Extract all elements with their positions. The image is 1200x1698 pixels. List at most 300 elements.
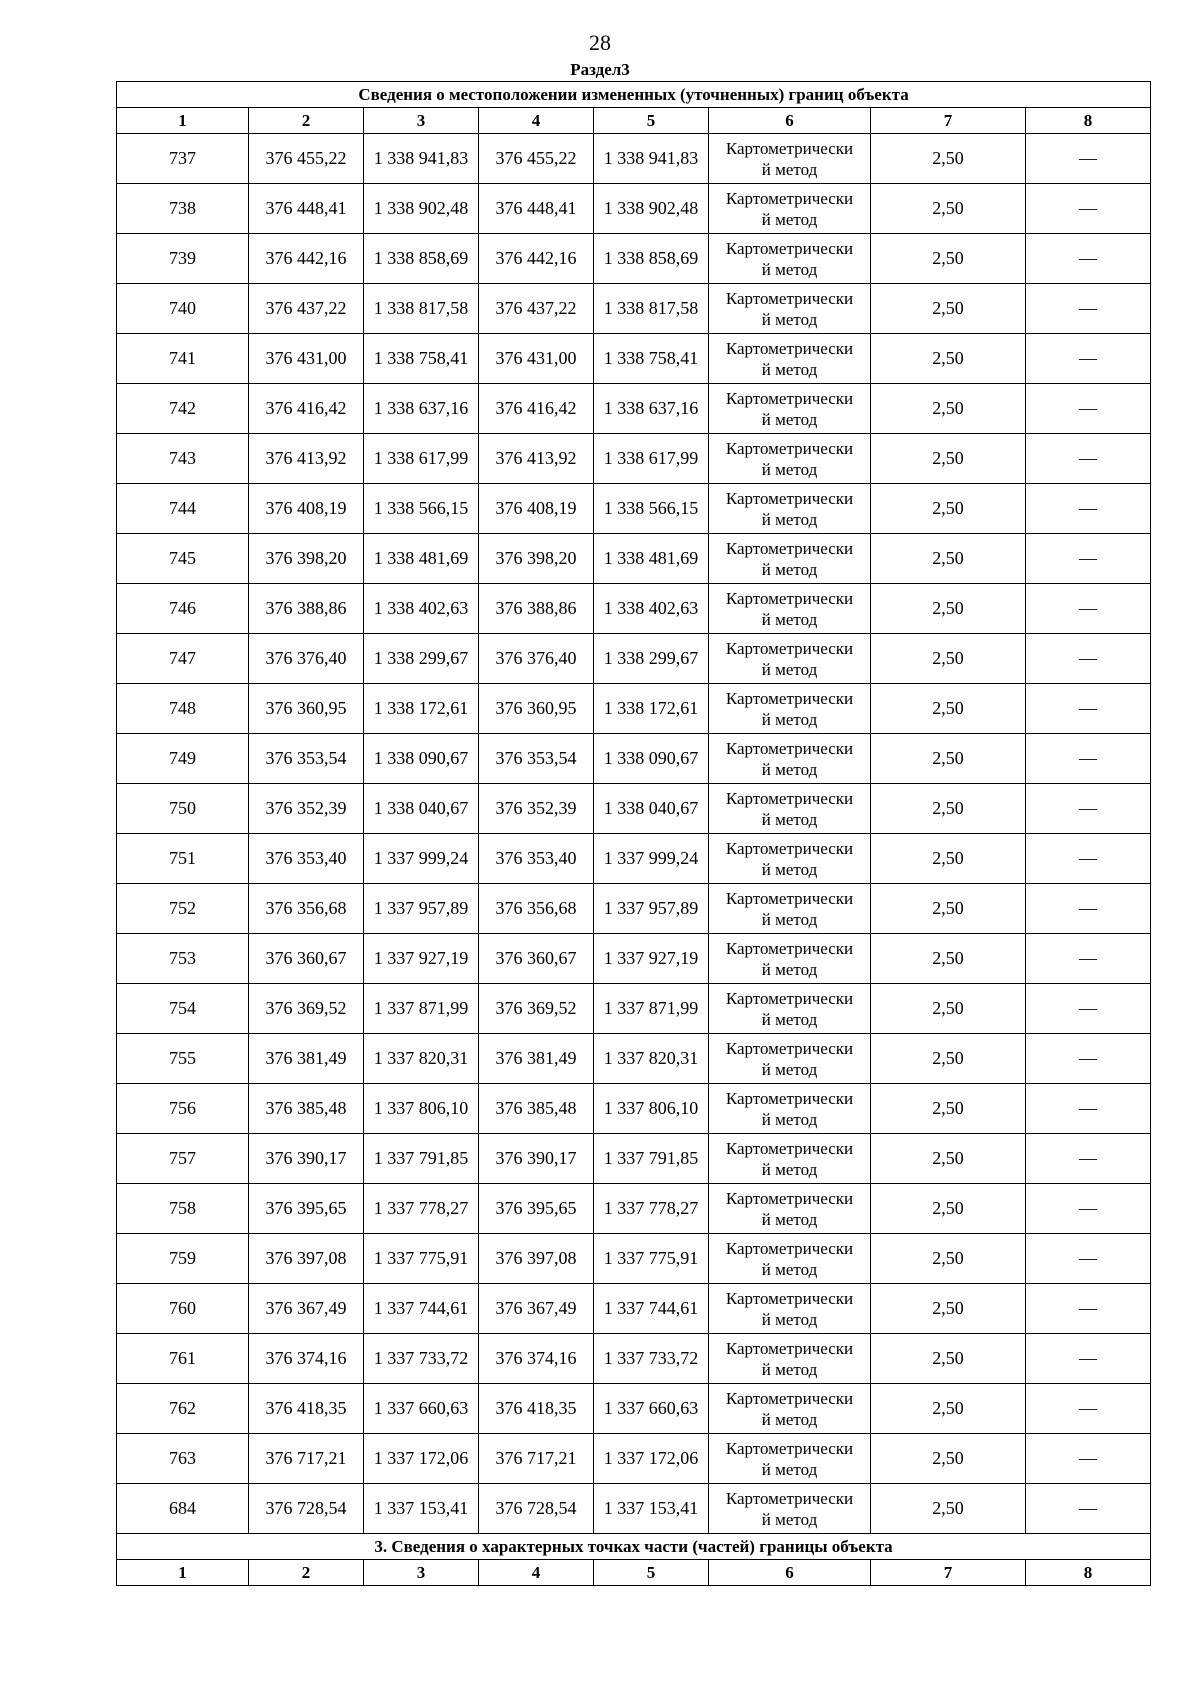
point-number-cell: 756 [117, 1084, 249, 1134]
point-number-cell: 760 [117, 1284, 249, 1334]
accuracy-cell: 2,50 [871, 734, 1026, 784]
point-number-cell: 753 [117, 934, 249, 984]
accuracy-cell: 2,50 [871, 1184, 1026, 1234]
x-coordinate-cell: 376 413,92 [249, 434, 364, 484]
column-number-cell: 5 [594, 108, 709, 134]
y-coordinate-refined-cell: 1 337 775,91 [594, 1234, 709, 1284]
table-row [117, 284, 1151, 334]
accuracy-cell: 2,50 [871, 484, 1026, 534]
y-coordinate-refined-cell: 1 338 617,99 [594, 434, 709, 484]
accuracy-cell: 2,50 [871, 1034, 1026, 1084]
y-coordinate-refined-cell: 1 337 660,63 [594, 1384, 709, 1434]
accuracy-cell: 2,50 [871, 1384, 1026, 1434]
table-row [117, 134, 1151, 184]
note-cell: — [1026, 1034, 1151, 1084]
method-cell [709, 334, 871, 384]
x-coordinate-cell: 376 385,48 [249, 1084, 364, 1134]
y-coordinate-cell: 1 338 090,67 [364, 734, 479, 784]
x-coordinate-cell: 376 374,16 [249, 1334, 364, 1384]
y-coordinate-cell: 1 338 637,16 [364, 384, 479, 434]
accuracy-cell: 2,50 [871, 584, 1026, 634]
accuracy-cell: 2,50 [871, 234, 1026, 284]
method-line-1: Картометрически [725, 888, 854, 908]
x-coordinate-refined-cell: 376 390,17 [479, 1134, 594, 1184]
accuracy-cell: 2,50 [871, 884, 1026, 934]
y-coordinate-cell: 1 338 402,63 [364, 584, 479, 634]
x-coordinate-cell: 376 397,08 [249, 1234, 364, 1284]
method-line-1: Картометрически [725, 638, 854, 658]
method-line-2: й метод [761, 559, 818, 579]
y-coordinate-cell: 1 337 791,85 [364, 1134, 479, 1184]
note-cell: — [1026, 834, 1151, 884]
y-coordinate-cell: 1 337 820,31 [364, 1034, 479, 1084]
x-coordinate-refined-cell: 376 352,39 [479, 784, 594, 834]
point-number-cell: 744 [117, 484, 249, 534]
y-coordinate-refined-cell: 1 337 806,10 [594, 1084, 709, 1134]
x-coordinate-cell: 376 353,40 [249, 834, 364, 884]
y-coordinate-refined-cell: 1 337 957,89 [594, 884, 709, 934]
x-coordinate-cell: 376 360,95 [249, 684, 364, 734]
method-cell [709, 1334, 871, 1384]
method-cell [709, 634, 871, 684]
method-line-2: й метод [761, 959, 818, 979]
method-line-2: й метод [761, 359, 818, 379]
x-coordinate-refined-cell: 376 442,16 [479, 234, 594, 284]
x-coordinate-cell: 376 381,49 [249, 1034, 364, 1084]
y-coordinate-refined-cell: 1 337 999,24 [594, 834, 709, 884]
y-coordinate-refined-cell: 1 338 172,61 [594, 684, 709, 734]
y-coordinate-cell: 1 337 733,72 [364, 1334, 479, 1384]
table-row [117, 684, 1151, 734]
table-row [117, 1234, 1151, 1284]
accuracy-cell: 2,50 [871, 984, 1026, 1034]
point-number-cell: 755 [117, 1034, 249, 1084]
point-number-cell: 762 [117, 1384, 249, 1434]
x-coordinate-cell: 376 395,65 [249, 1184, 364, 1234]
x-coordinate-refined-cell: 376 437,22 [479, 284, 594, 334]
method-line-1: Картометрически [725, 938, 854, 958]
method-line-1: Картометрически [725, 338, 854, 358]
y-coordinate-refined-cell: 1 337 733,72 [594, 1334, 709, 1384]
method-line-2: й метод [761, 1359, 818, 1379]
y-coordinate-cell: 1 337 927,19 [364, 934, 479, 984]
table-row [117, 1284, 1151, 1334]
table-row [117, 1134, 1151, 1184]
method-line-2: й метод [761, 659, 818, 679]
method-cell [709, 984, 871, 1034]
x-coordinate-cell: 376 448,41 [249, 184, 364, 234]
x-coordinate-refined-cell: 376 717,21 [479, 1434, 594, 1484]
column-number-cell: 6 [709, 1560, 871, 1586]
x-coordinate-cell: 376 376,40 [249, 634, 364, 684]
method-line-1: Картометрически [725, 788, 854, 808]
x-coordinate-refined-cell: 376 418,35 [479, 1384, 594, 1434]
method-line-1: Картометрически [725, 1488, 854, 1508]
note-cell: — [1026, 534, 1151, 584]
y-coordinate-refined-cell: 1 337 153,41 [594, 1484, 709, 1534]
note-cell: — [1026, 784, 1151, 834]
y-coordinate-cell: 1 338 858,69 [364, 234, 479, 284]
x-coordinate-refined-cell: 376 398,20 [479, 534, 594, 584]
y-coordinate-refined-cell: 1 338 817,58 [594, 284, 709, 334]
table-row [117, 484, 1151, 534]
method-cell [709, 534, 871, 584]
method-line-2: й метод [761, 309, 818, 329]
method-line-2: й метод [761, 1459, 818, 1479]
method-cell [709, 1084, 871, 1134]
method-cell [709, 884, 871, 934]
x-coordinate-refined-cell: 376 448,41 [479, 184, 594, 234]
method-cell [709, 784, 871, 834]
method-line-1: Картометрически [725, 1038, 854, 1058]
note-cell: — [1026, 584, 1151, 634]
method-line-2: й метод [761, 459, 818, 479]
table-row [117, 734, 1151, 784]
x-coordinate-refined-cell: 376 353,54 [479, 734, 594, 784]
accuracy-cell: 2,50 [871, 1434, 1026, 1484]
y-coordinate-cell: 1 338 481,69 [364, 534, 479, 584]
method-line-1: Картометрически [725, 1438, 854, 1458]
method-line-2: й метод [761, 509, 818, 529]
y-coordinate-refined-cell: 1 338 637,16 [594, 384, 709, 434]
method-line-1: Картометрически [725, 488, 854, 508]
note-cell: — [1026, 484, 1151, 534]
y-coordinate-cell: 1 337 744,61 [364, 1284, 479, 1334]
x-coordinate-refined-cell: 376 385,48 [479, 1084, 594, 1134]
method-line-2: й метод [761, 1509, 818, 1529]
column-number-cell: 7 [871, 1560, 1026, 1586]
method-cell [709, 1384, 871, 1434]
column-number-cell: 1 [117, 108, 249, 134]
y-coordinate-cell: 1 338 758,41 [364, 334, 479, 384]
note-cell: — [1026, 1484, 1151, 1534]
accuracy-cell: 2,50 [871, 1134, 1026, 1184]
table-row [117, 1384, 1151, 1434]
accuracy-cell: 2,50 [871, 1234, 1026, 1284]
y-coordinate-refined-cell: 1 338 299,67 [594, 634, 709, 684]
y-coordinate-cell: 1 338 040,67 [364, 784, 479, 834]
y-coordinate-refined-cell: 1 337 820,31 [594, 1034, 709, 1084]
table-row [117, 934, 1151, 984]
method-cell [709, 134, 871, 184]
x-coordinate-refined-cell: 376 431,00 [479, 334, 594, 384]
y-coordinate-cell: 1 337 806,10 [364, 1084, 479, 1134]
table-row [117, 984, 1151, 1034]
boundary-table [116, 81, 1151, 1586]
method-cell [709, 484, 871, 534]
table-row [117, 184, 1151, 234]
method-cell [709, 384, 871, 434]
method-line-1: Картометрически [725, 588, 854, 608]
method-line-1: Картометрически [725, 438, 854, 458]
method-cell [709, 184, 871, 234]
method-cell [709, 1284, 871, 1334]
method-line-2: й метод [761, 209, 818, 229]
x-coordinate-cell: 376 431,00 [249, 334, 364, 384]
method-line-2: й метод [761, 809, 818, 829]
y-coordinate-cell: 1 338 566,15 [364, 484, 479, 534]
accuracy-cell: 2,50 [871, 934, 1026, 984]
y-coordinate-cell: 1 338 617,99 [364, 434, 479, 484]
method-line-1: Картометрически [725, 738, 854, 758]
method-cell [709, 434, 871, 484]
table-row [117, 534, 1151, 584]
y-coordinate-refined-cell: 1 338 758,41 [594, 334, 709, 384]
x-coordinate-cell: 376 437,22 [249, 284, 364, 334]
x-coordinate-refined-cell: 376 416,42 [479, 384, 594, 434]
method-cell [709, 284, 871, 334]
x-coordinate-refined-cell: 376 376,40 [479, 634, 594, 684]
x-coordinate-cell: 376 717,21 [249, 1434, 364, 1484]
accuracy-cell: 2,50 [871, 184, 1026, 234]
note-cell: — [1026, 434, 1151, 484]
method-line-2: й метод [761, 409, 818, 429]
point-number-cell: 757 [117, 1134, 249, 1184]
accuracy-cell: 2,50 [871, 1284, 1026, 1334]
note-cell: — [1026, 1284, 1151, 1334]
x-coordinate-refined-cell: 376 397,08 [479, 1234, 594, 1284]
x-coordinate-refined-cell: 376 367,49 [479, 1284, 594, 1334]
y-coordinate-cell: 1 337 775,91 [364, 1234, 479, 1284]
x-coordinate-cell: 376 728,54 [249, 1484, 364, 1534]
table-row [117, 1334, 1151, 1384]
method-line-2: й метод [761, 1009, 818, 1029]
accuracy-cell: 2,50 [871, 434, 1026, 484]
note-cell: — [1026, 1084, 1151, 1134]
x-coordinate-cell: 376 352,39 [249, 784, 364, 834]
accuracy-cell: 2,50 [871, 834, 1026, 884]
method-cell [709, 734, 871, 784]
point-number-cell: 748 [117, 684, 249, 734]
y-coordinate-cell: 1 338 299,67 [364, 634, 479, 684]
method-line-2: й метод [761, 1259, 818, 1279]
y-coordinate-cell: 1 337 778,27 [364, 1184, 479, 1234]
accuracy-cell: 2,50 [871, 634, 1026, 684]
method-line-2: й метод [761, 709, 818, 729]
note-cell: — [1026, 284, 1151, 334]
table-row [117, 834, 1151, 884]
table-caption-row [117, 82, 1151, 108]
x-coordinate-cell: 376 388,86 [249, 584, 364, 634]
column-number-cell: 6 [709, 108, 871, 134]
x-coordinate-cell: 376 398,20 [249, 534, 364, 584]
column-number-cell: 4 [479, 108, 594, 134]
note-cell: — [1026, 984, 1151, 1034]
accuracy-cell: 2,50 [871, 1484, 1026, 1534]
table-row [117, 334, 1151, 384]
method-line-1: Картометрически [725, 1138, 854, 1158]
method-cell [709, 684, 871, 734]
point-number-cell: 737 [117, 134, 249, 184]
table-row [117, 584, 1151, 634]
x-coordinate-refined-cell: 376 360,95 [479, 684, 594, 734]
note-cell: — [1026, 184, 1151, 234]
method-line-2: й метод [761, 1309, 818, 1329]
point-number-cell: 751 [117, 834, 249, 884]
method-line-2: й метод [761, 159, 818, 179]
accuracy-cell: 2,50 [871, 134, 1026, 184]
point-number-cell: 752 [117, 884, 249, 934]
method-cell [709, 1434, 871, 1484]
method-line-2: й метод [761, 1159, 818, 1179]
note-cell: — [1026, 634, 1151, 684]
method-line-2: й метод [761, 259, 818, 279]
x-coordinate-cell: 376 356,68 [249, 884, 364, 934]
y-coordinate-refined-cell: 1 338 858,69 [594, 234, 709, 284]
note-cell: — [1026, 1184, 1151, 1234]
note-cell: — [1026, 1384, 1151, 1434]
column-number-cell: 7 [871, 108, 1026, 134]
note-cell: — [1026, 1134, 1151, 1184]
column-number-cell: 8 [1026, 1560, 1151, 1586]
y-coordinate-cell: 1 337 999,24 [364, 834, 479, 884]
column-number-cell: 3 [364, 108, 479, 134]
point-number-cell: 684 [117, 1484, 249, 1534]
accuracy-cell: 2,50 [871, 384, 1026, 434]
table-row [117, 784, 1151, 834]
y-coordinate-refined-cell: 1 337 778,27 [594, 1184, 709, 1234]
table-row [117, 1484, 1151, 1534]
point-number-cell: 749 [117, 734, 249, 784]
subsection-caption-row [117, 1534, 1151, 1560]
method-line-1: Картометрически [725, 688, 854, 708]
table-row [117, 1084, 1151, 1134]
x-coordinate-cell: 376 360,67 [249, 934, 364, 984]
method-line-1: Картометрически [725, 1288, 854, 1308]
x-coordinate-cell: 376 367,49 [249, 1284, 364, 1334]
method-line-2: й метод [761, 1209, 818, 1229]
y-coordinate-refined-cell: 1 337 744,61 [594, 1284, 709, 1334]
point-number-cell: 747 [117, 634, 249, 684]
note-cell: — [1026, 1334, 1151, 1384]
method-cell [709, 834, 871, 884]
note-cell: — [1026, 334, 1151, 384]
table-row [117, 234, 1151, 284]
point-number-cell: 738 [117, 184, 249, 234]
x-coordinate-refined-cell: 376 381,49 [479, 1034, 594, 1084]
note-cell: — [1026, 1434, 1151, 1484]
y-coordinate-refined-cell: 1 337 871,99 [594, 984, 709, 1034]
y-coordinate-cell: 1 337 153,41 [364, 1484, 479, 1534]
method-line-1: Картометрически [725, 1188, 854, 1208]
method-line-1: Картометрически [725, 988, 854, 1008]
method-line-1: Картометрически [725, 838, 854, 858]
point-number-cell: 754 [117, 984, 249, 1034]
method-cell [709, 1034, 871, 1084]
accuracy-cell: 2,50 [871, 1334, 1026, 1384]
point-number-cell: 745 [117, 534, 249, 584]
note-cell: — [1026, 1234, 1151, 1284]
table-row [117, 1034, 1151, 1084]
table-row [117, 884, 1151, 934]
point-number-cell: 761 [117, 1334, 249, 1384]
y-coordinate-cell: 1 338 817,58 [364, 284, 479, 334]
note-cell: — [1026, 934, 1151, 984]
method-line-1: Картометрически [725, 1088, 854, 1108]
method-cell [709, 934, 871, 984]
y-coordinate-cell: 1 338 172,61 [364, 684, 479, 734]
y-coordinate-refined-cell: 1 338 402,63 [594, 584, 709, 634]
point-number-cell: 750 [117, 784, 249, 834]
note-cell: — [1026, 234, 1151, 284]
x-coordinate-cell: 376 408,19 [249, 484, 364, 534]
point-number-cell: 759 [117, 1234, 249, 1284]
method-line-1: Картометрически [725, 238, 854, 258]
x-coordinate-refined-cell: 376 413,92 [479, 434, 594, 484]
method-line-2: й метод [761, 1109, 818, 1129]
accuracy-cell: 2,50 [871, 284, 1026, 334]
y-coordinate-refined-cell: 1 337 791,85 [594, 1134, 709, 1184]
x-coordinate-cell: 376 442,16 [249, 234, 364, 284]
method-line-1: Картометрически [725, 1388, 854, 1408]
method-line-1: Картометрически [725, 188, 854, 208]
y-coordinate-cell: 1 338 941,83 [364, 134, 479, 184]
x-coordinate-cell: 376 369,52 [249, 984, 364, 1034]
note-cell: — [1026, 134, 1151, 184]
accuracy-cell: 2,50 [871, 534, 1026, 584]
x-coordinate-refined-cell: 376 356,68 [479, 884, 594, 934]
column-number-cell: 2 [249, 1560, 364, 1586]
y-coordinate-cell: 1 337 871,99 [364, 984, 479, 1034]
table-row [117, 1184, 1151, 1234]
y-coordinate-refined-cell: 1 338 090,67 [594, 734, 709, 784]
method-cell [709, 584, 871, 634]
y-coordinate-refined-cell: 1 338 941,83 [594, 134, 709, 184]
accuracy-cell: 2,50 [871, 334, 1026, 384]
note-cell: — [1026, 384, 1151, 434]
column-number-cell: 1 [117, 1560, 249, 1586]
point-number-cell: 739 [117, 234, 249, 284]
method-cell [709, 234, 871, 284]
method-line-2: й метод [761, 609, 818, 629]
table-row [117, 384, 1151, 434]
x-coordinate-cell: 376 353,54 [249, 734, 364, 784]
y-coordinate-refined-cell: 1 338 040,67 [594, 784, 709, 834]
x-coordinate-refined-cell: 376 388,86 [479, 584, 594, 634]
method-cell [709, 1134, 871, 1184]
table-caption: Сведения о местоположении измененных (уточненных) границ объекта [117, 82, 1151, 108]
method-line-2: й метод [761, 759, 818, 779]
x-coordinate-refined-cell: 376 374,16 [479, 1334, 594, 1384]
point-number-cell: 763 [117, 1434, 249, 1484]
y-coordinate-refined-cell: 1 338 481,69 [594, 534, 709, 584]
x-coordinate-refined-cell: 376 353,40 [479, 834, 594, 884]
method-line-2: й метод [761, 1409, 818, 1429]
method-line-2: й метод [761, 909, 818, 929]
x-coordinate-refined-cell: 376 369,52 [479, 984, 594, 1034]
point-number-cell: 743 [117, 434, 249, 484]
subsection-caption: 3. Сведения о характерных точках части (частей) границы объекта [117, 1534, 1151, 1560]
note-cell: — [1026, 734, 1151, 784]
method-line-1: Картометрически [725, 288, 854, 308]
point-number-cell: 746 [117, 584, 249, 634]
x-coordinate-cell: 376 416,42 [249, 384, 364, 434]
note-cell: — [1026, 684, 1151, 734]
method-line-1: Картометрически [725, 1238, 854, 1258]
subsection-column-number-row [117, 1560, 1151, 1586]
note-cell: — [1026, 884, 1151, 934]
x-coordinate-refined-cell: 376 360,67 [479, 934, 594, 984]
accuracy-cell: 2,50 [871, 784, 1026, 834]
column-number-row [117, 108, 1151, 134]
method-line-2: й метод [761, 859, 818, 879]
x-coordinate-cell: 376 455,22 [249, 134, 364, 184]
x-coordinate-refined-cell: 376 395,65 [479, 1184, 594, 1234]
method-line-2: й метод [761, 1059, 818, 1079]
y-coordinate-refined-cell: 1 338 902,48 [594, 184, 709, 234]
y-coordinate-cell: 1 337 660,63 [364, 1384, 479, 1434]
x-coordinate-refined-cell: 376 455,22 [479, 134, 594, 184]
